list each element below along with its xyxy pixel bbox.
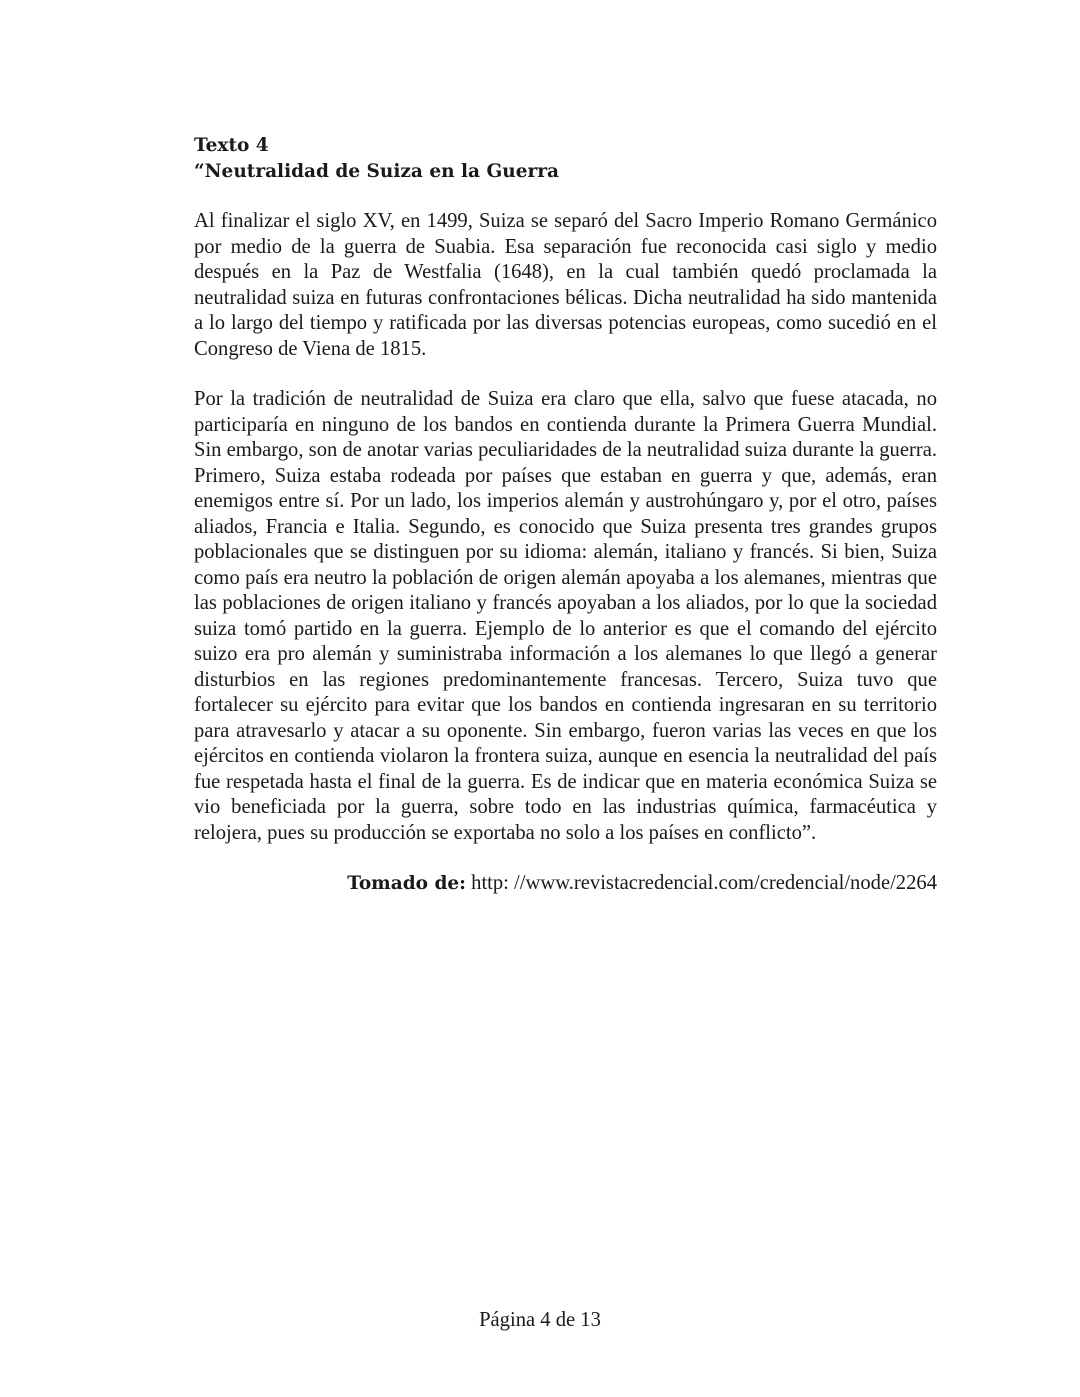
page-number: Página 4 de 13 <box>479 1309 601 1331</box>
document-body <box>194 133 937 897</box>
paragraph-2: Por la tradición de neutralidad de Suiza era claro que ella, salvo que fuese atacada, no participaría en ninguno de los bandos en contienda durante la Primera Guerra Mundial. Sin embargo, son de anotar varias peculiaridades de la neutralidad suiza durante la guerra. Primero, Suiza estaba rodeada por países que estaban en guerra y que, además, eran enemigos entre sí. Por un lado, los imperios alemán y austrohúngaro y, por el otro, países aliados, Francia e Italia. Segundo, es conocido que Suiza presenta tres grandes grupos poblacionales que se distinguen por su idioma: alemán, italiano y francés. Si bien, Suiza como país era neutro la población de origen alemán apoyaba a los alemanes, mientras que las poblaciones de origen italiano y francés apoyaban a los aliados, por lo que la sociedad suiza tomó partido en la guerra. Ejemplo de lo anterior es que el comando del ejército suizo era pro alemán y suministraba información a los alemanes lo que llegó a generar disturbios en las regiones predominantemente francesas. Tercero, Suiza tuvo que fortalecer su ejército para evitar que los bandos en contienda ingresaran en su territorio para atravesarlo y atacar a su oponente. Sin embargo, fueron varias las veces en que los ejércitos en contienda violaron la frontera suiza, aunque en esencia la neutralidad del país fue respetada hasta el final de la guerra. Es de indicar que en materia económica Suiza se vio beneficiada por la guerra, sobre todo en las industrias química, farmacéutica y relojera, pues su producción se exportaba no solo a los países en conflicto”. <box>194 388 937 844</box>
source-label: Tomado de: <box>347 873 466 894</box>
source-url: http: //www.revistacredencial.com/credencial/node/2264 <box>471 872 937 894</box>
text-label: Texto 4 <box>194 135 269 156</box>
text-title: “Neutralidad de Suiza en la Guerra <box>194 160 559 182</box>
source-citation <box>194 871 937 897</box>
paragraph-1: Al finalizar el siglo XV, en 1499, Suiza se separó del Sacro Imperio Romano Germánico por medio de la guerra de Suabia. Esa separación fue reconocida casi siglo y medio después en la Paz de Westfalia (1648), en la cual también quedó proclamada la neutralidad suiza en futuras confrontaciones bélicas. Dicha neutralidad ha sido mantenida a lo largo del tiempo y ratificada por las diversas potencias europeas, como sucedió en el Congreso de Viena de 1815. <box>194 210 937 360</box>
